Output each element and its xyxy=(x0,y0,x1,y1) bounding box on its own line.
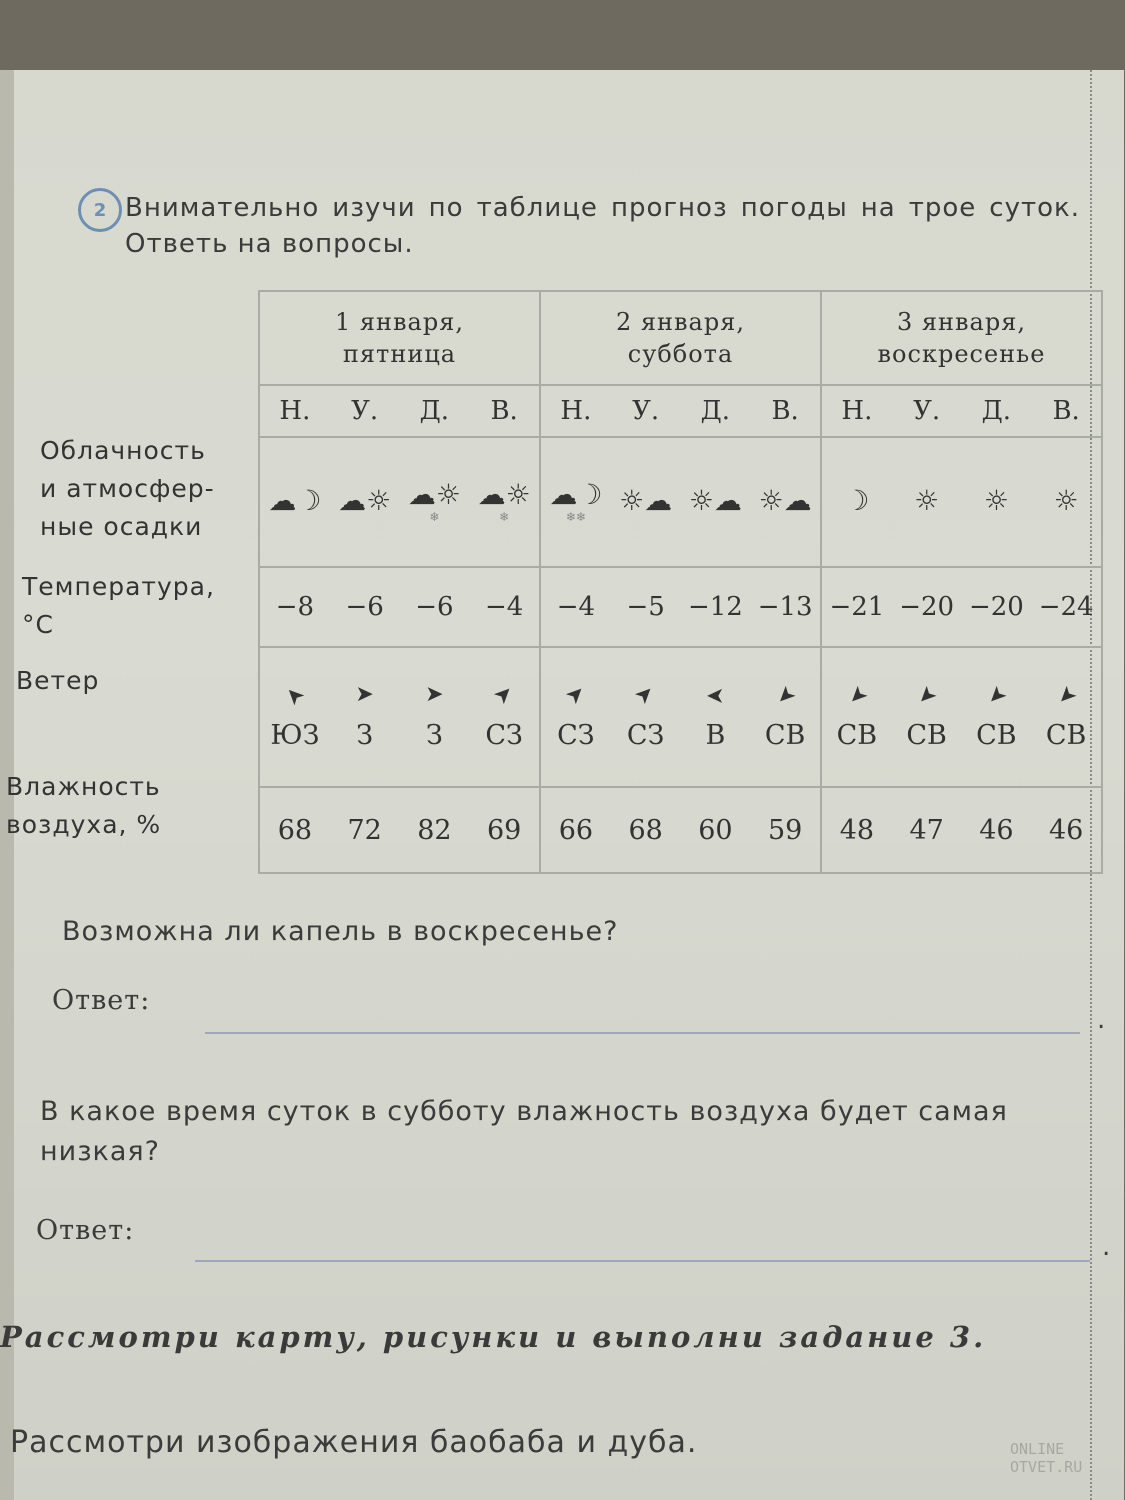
sun-icon: ☼ xyxy=(983,484,1009,517)
clouds-label-line: Облачность xyxy=(40,436,206,465)
wind-cell xyxy=(681,684,751,751)
partly-cloudy-icon: ☼☁ xyxy=(688,484,742,517)
temperature-value: −4 xyxy=(484,592,524,622)
wind-label: Ветер xyxy=(16,666,100,695)
wind-cell xyxy=(892,679,962,751)
day-part-label: У. xyxy=(632,396,660,426)
humidity-value: 48 xyxy=(839,814,875,846)
wind-cell xyxy=(469,678,539,751)
partly-cloudy-icon: ☼☁ xyxy=(758,484,812,517)
snow-icon: ❄❄ xyxy=(565,510,586,524)
cell-grid xyxy=(822,386,1101,436)
next-task-text: Рассмотри изображения баобаба и дуба. xyxy=(10,1425,698,1460)
row-hum-day-1 xyxy=(259,787,540,873)
watermark-line: ONLINE xyxy=(1010,1440,1065,1458)
temperature-label-line: Температура, xyxy=(22,572,215,601)
wind-direction: СВ xyxy=(906,719,947,751)
cell-grid xyxy=(541,648,820,786)
cloud-sun-icon: ☁☼ xyxy=(338,484,392,517)
humidity-value: 47 xyxy=(909,814,944,846)
question-1: Возможна ли капель в воскресенье? xyxy=(62,916,619,947)
wind-direction: СЗ xyxy=(485,719,523,751)
wind-arrow-icon: ➤ xyxy=(1051,679,1082,711)
answer-2-period: . xyxy=(1102,1232,1111,1262)
day-date: 1 января, xyxy=(335,308,464,336)
cell-grid xyxy=(260,648,539,786)
row-wind-day-2 xyxy=(540,647,821,787)
row-temp-day-2 xyxy=(540,567,821,647)
answer-1-field[interactable] xyxy=(205,1012,1080,1034)
day-part-label: Н. xyxy=(560,396,592,426)
wind-cell xyxy=(611,678,681,751)
day-part-label: Н. xyxy=(279,396,311,426)
site-watermark xyxy=(1010,1440,1082,1476)
wind-arrow-icon: ➤ xyxy=(488,678,520,710)
cell-grid xyxy=(541,568,820,646)
wind-arrow-icon: ➤ xyxy=(706,682,725,708)
wind-arrow-icon: ➤ xyxy=(841,679,873,711)
wind-direction: СВ xyxy=(976,719,1017,751)
task-number-badge: 2 xyxy=(78,188,122,232)
cloud-moon-snow-icon: ☁☽ ❄❄ xyxy=(541,481,611,523)
humidity-value: 69 xyxy=(486,814,522,846)
wind-direction: СВ xyxy=(836,719,878,751)
row-wind-day-1 xyxy=(259,647,540,787)
cell-grid xyxy=(541,788,820,872)
temperature-value: −20 xyxy=(968,592,1024,622)
cell-grid xyxy=(260,386,539,436)
wind-direction: СВ xyxy=(764,719,806,751)
temperature-value: −8 xyxy=(275,592,315,622)
cell-grid xyxy=(822,568,1101,646)
humidity-label xyxy=(6,768,161,844)
cell-grid xyxy=(260,788,539,872)
humidity-label-line: Влажность xyxy=(6,772,161,801)
cloud-sun-snow-icon: ☁☼ ❄ xyxy=(469,481,539,523)
temperature-label-line: °С xyxy=(22,610,54,639)
wind-direction: ЮЗ xyxy=(270,719,320,751)
row-parts-day-2 xyxy=(540,385,821,437)
row-labels xyxy=(0,0,258,1500)
wind-cell xyxy=(400,681,470,751)
sun-icon: ☼ xyxy=(914,484,940,517)
wind-direction: СВ xyxy=(1045,719,1087,751)
day-part-label: Д. xyxy=(700,396,731,426)
answer-1-label: Ответ: xyxy=(52,985,151,1016)
cell-grid xyxy=(822,438,1101,566)
day-part-label: Д. xyxy=(981,396,1012,426)
temperature-value: −20 xyxy=(899,592,955,622)
temperature-value: −12 xyxy=(687,592,743,622)
day-part-label: Н. xyxy=(841,396,873,426)
day-part-label: У. xyxy=(913,396,941,426)
temperature-value: −6 xyxy=(345,592,384,622)
wind-direction: З xyxy=(425,719,443,751)
wind-direction: В xyxy=(705,719,726,751)
row-hum-day-3 xyxy=(821,787,1102,873)
humidity-value: 46 xyxy=(1048,814,1084,846)
wind-arrow-icon: ➤ xyxy=(425,681,444,707)
row-parts-day-1 xyxy=(259,385,540,437)
day-part-label: В. xyxy=(1052,396,1080,426)
answer-2-label: Ответ: xyxy=(36,1215,135,1246)
task-intro-text: Внимательно изучи по таблице прогноз погоды на трое суток. Ответь на вопросы. xyxy=(125,193,1080,259)
row-temp-day-1 xyxy=(259,567,540,647)
cell-grid xyxy=(541,438,820,566)
humidity-value: 60 xyxy=(698,814,733,846)
row-parts-day-3 xyxy=(821,385,1102,437)
humidity-label-line: воздуха, % xyxy=(6,810,162,839)
humidity-value: 82 xyxy=(417,814,452,846)
day-weekday: воскресенье xyxy=(877,340,1046,368)
clouds-label xyxy=(40,432,215,546)
wind-cell xyxy=(962,679,1032,751)
snow-icon: ❄ xyxy=(499,510,510,524)
day-header-1 xyxy=(259,291,540,385)
cell-grid xyxy=(260,568,539,646)
temperature-label xyxy=(22,568,215,644)
temperature-value: −13 xyxy=(757,592,813,622)
wind-cell xyxy=(1031,679,1101,751)
snow-icon: ❄ xyxy=(429,510,440,524)
weather-forecast-table xyxy=(258,290,1103,874)
wind-direction: СЗ xyxy=(626,719,665,751)
humidity-value: 46 xyxy=(979,814,1014,846)
clouds-label-line: и атмосфер- xyxy=(40,474,215,503)
humidity-value: 59 xyxy=(767,814,803,846)
wind-cell xyxy=(330,681,400,751)
day-date: 2 января, xyxy=(616,308,745,336)
day-part-label: В. xyxy=(490,396,518,426)
day-header-2 xyxy=(540,291,821,385)
day-weekday: суббота xyxy=(627,340,734,368)
answer-1-period: . xyxy=(1097,1005,1106,1035)
row-wind-day-3 xyxy=(821,647,1102,787)
day-header-3 xyxy=(821,291,1102,385)
wind-cell xyxy=(541,678,611,751)
cloud-moon-icon: ☁☽ xyxy=(268,484,322,517)
sun-icon: ☼ xyxy=(1053,484,1079,517)
temperature-value: −21 xyxy=(829,592,885,622)
row-clouds-day-3 xyxy=(821,437,1102,567)
day-part-label: У. xyxy=(351,396,379,426)
wind-cell xyxy=(750,679,820,751)
wind-arrow-icon: ➤ xyxy=(981,679,1013,711)
wind-arrow-icon: ➤ xyxy=(355,681,374,707)
wind-direction: СЗ xyxy=(557,719,595,751)
wind-cell xyxy=(822,679,892,751)
humidity-value: 68 xyxy=(628,814,663,846)
wind-arrow-icon: ➤ xyxy=(560,678,591,710)
cell-grid xyxy=(822,648,1101,786)
watermark-line: OTVET.RU xyxy=(1010,1458,1083,1476)
row-hum-day-2 xyxy=(540,787,821,873)
wind-arrow-icon: ➤ xyxy=(279,679,310,711)
day-part-label: В. xyxy=(771,396,799,426)
day-date: 3 января, xyxy=(897,308,1026,336)
day-weekday: пятница xyxy=(342,340,457,368)
cell-grid xyxy=(260,438,539,566)
temperature-value: −24 xyxy=(1038,592,1094,622)
row-clouds-day-1 xyxy=(259,437,540,567)
row-clouds-day-2 xyxy=(540,437,821,567)
wind-arrow-icon: ➤ xyxy=(911,679,943,711)
wind-arrow-icon: ➤ xyxy=(770,679,801,711)
humidity-value: 66 xyxy=(558,814,594,846)
cell-grid xyxy=(541,386,820,436)
cloud-sun-snow-icon: ☁☼ ❄ xyxy=(400,481,470,523)
wind-cell xyxy=(260,679,330,751)
day-part-label: Д. xyxy=(419,396,450,426)
task-3-instruction: Рассмотри карту, рисунки и выполни задание 3. xyxy=(0,1320,987,1354)
clouds-label-line: ные осадки xyxy=(40,512,203,541)
question-2: В какое время суток в субботу влажность воздуха будет самая низкая? xyxy=(40,1096,1008,1167)
wind-direction: З xyxy=(356,719,374,751)
partly-cloudy-icon: ☼☁ xyxy=(619,484,673,517)
row-temp-day-3 xyxy=(821,567,1102,647)
temperature-value: −4 xyxy=(556,592,596,622)
humidity-value: 72 xyxy=(347,814,382,846)
wind-arrow-icon: ➤ xyxy=(629,678,661,710)
humidity-value: 68 xyxy=(277,814,313,846)
answer-2-field[interactable] xyxy=(195,1240,1090,1262)
cell-grid xyxy=(822,788,1101,872)
moon-icon: ☽ xyxy=(844,484,870,517)
temperature-value: −6 xyxy=(415,592,454,622)
temperature-value: −5 xyxy=(626,592,665,622)
